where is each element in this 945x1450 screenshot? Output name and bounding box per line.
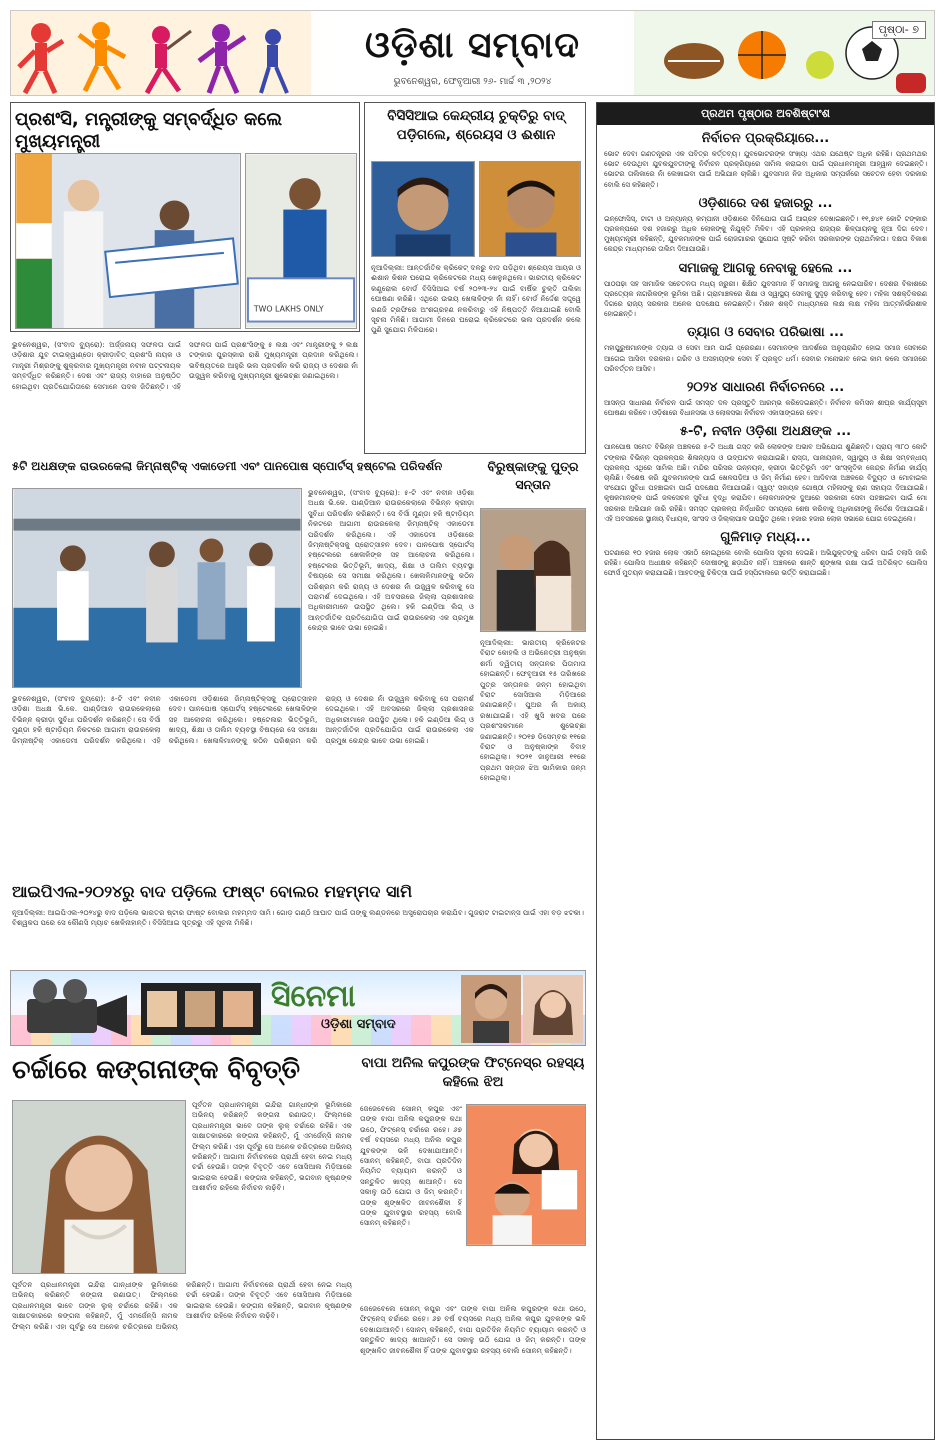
photo-virat-anushka — [480, 508, 586, 632]
story-virushka-son — [480, 458, 586, 878]
headline: ବିରୁଷ୍କାଙ୍କୁ ପୁତ୍ର ସନ୍ତାନ — [487, 459, 579, 492]
story6-body-side: ପୂର୍ବତନ ପ୍ରଧାନମନ୍ତ୍ରୀ ଇନ୍ଦିରା ଗାନ୍ଧୀଙ୍କ ଭୂମିକାରେ ଅଭିନୟ କରିଛନ୍ତି କଙ୍ଗନା ରଣାଉତ୍। ଫିଲ୍ମରେ ପ୍ରଧାନମନ୍ତ୍ରୀ ଭାବେ ତାଙ୍କ ଲୁକ୍ ଚର୍ଚ୍ଚାରେ ରହିଛି। ଏକ ସାକ୍ଷାତକାରରେ କଙ୍ଗନା କହିଛନ୍ତି, ମୁଁ ଏମର୍ଜେନ୍ସି ନାମକ ଫିଲ୍ମ କରିଛି। ଏହା ପୂର୍ବରୁ ସେ ଅନେକ ଚରିତ୍ରରେ ଅଭିନୟ କରିଛନ୍ତି। ଆଗାମୀ ନିର୍ବାଚନରେ ପ୍ରାର୍ଥୀ ହେବା ନେଇ ମଧ୍ୟ ଚର୍ଚ୍ଚା ହେଉଛି। ତାଙ୍କ ବିବୃତ୍ତି ଏବେ ସୋସିଆଲ ମିଡ଼ିଆରେ ଭାଇରାଲ ହେଉଛି। କଙ୍ଗନା କହିଛନ୍ତି, ଭଗବାନ କୃଷ୍ଣଙ୍କ ଆଶୀର୍ବାଦ ରହିଲେ ନିର୍ବାଚନ ଲଢ଼ିବି। — [192, 1100, 352, 1193]
cinema-banner — [10, 970, 586, 1046]
section-title: ଓଡ଼ିଶାରେ ଦଶ ହଜାରରୁ ... — [698, 195, 833, 211]
section-title: ନିର୍ବାଚନ ପ୍ରକ୍ରିୟାରେ... — [701, 131, 830, 146]
newspaper-title: ଓଡ଼ିଶା ସମ୍ବାଦ — [365, 25, 580, 66]
headline: ୫ଟି ଅଧକ୍ଷଙ୍କ ରାଉରକେଲା ଜିମ୍ନାଷ୍ଟିକ୍ ଏକାଡେମୀ ଏବଂ ପାନପୋଷ ସ୍ପୋର୍ଟସ୍ ହଷ୍ଟେଲ ପରିଦର୍ଶନ — [12, 459, 443, 473]
headline: ପ୍ରଶଂସି, ମନ୍ତ୍ରୀଙ୍କୁ ସମ୍ବର୍ଦ୍ଧିତ କଲେ ମୁଖ୍ୟମନ୍ତ୍ରୀ — [15, 109, 282, 152]
photo-kangana — [12, 1100, 186, 1274]
headline: ବାପା ଅନିଲ କପୁରଙ୍କ ଫିଟ୍‌ନେସ୍‌ର ରହସ୍ୟ କହିଲେ ଝିଅ — [361, 1055, 585, 1090]
story1-body: ଭୁବନେଶ୍ୱର, (ସଂବାଦ ବ୍ୟୁରୋ): ଅର୍ଜ୍ଜନାୟ ସଫଳତା ପାଇଁ ଓଡ଼ିଶାର ଯୁବ ଟାଇକ୍ୱାଣ୍ଡୋ କ୍ରୀଡ଼ାବିତ୍ ପ୍ରଶଂସି ନାୟକ ଓ ମାନ୍ତ୍ରୀ ମିଶ୍ରଙ୍କୁ ଶୁକ୍ରବାର ମୁଖ୍ୟମନ୍ତ୍ରୀ ନବୀନ ପଟ୍ଟନାୟକ ସମ୍ବର୍ଦ୍ଧିତ କରିଛନ୍ତି। ଦେଶ ଏବଂ ରାଜ୍ୟ ବାହାରେ ଅନୁଷ୍ଠିତ ହୋଇଥିବା ପ୍ରତିଯୋଗିତାରେ ସେମାନେ ପଦକ ଜିତିଛନ୍ତି। ଏହି ସଫଳତା ପାଇଁ ପ୍ରଶଂସିଙ୍କୁ ୫ ଲକ୍ଷ ଏବଂ ମାନ୍ତ୍ରୀଙ୍କୁ ୨ ଲକ୍ଷ ଟଙ୍କାର ପୁରସ୍କାର ରାଶି ମୁଖ୍ୟମନ୍ତ୍ରୀ ପ୍ରଦାନ କରିଥିଲେ। ଭବିଷ୍ୟତରେ ଆହୁରି ଭଲ ପ୍ରଦର୍ଶନ କରି ରାଜ୍ୟ ଓ ଦେଶର ନାଁ ଉଜ୍ଜ୍ୱଳ କରିବାକୁ ମୁଖ୍ୟମନ୍ତ୍ରୀ ଶୁଭେଚ୍ଛା ଜଣାଇଥିଲେ। — [12, 340, 358, 391]
section-body: ଭୋଟ ଦେବା ଗଣତନ୍ତ୍ରର ଏକ ପବିତ୍ର କର୍ତ୍ତବ୍ୟ। ଯୁବଭୋଟରଙ୍କ ସଂଖ୍ୟା ଏଥର ଯଥେଷ୍ଟ ଅଧିକ ରହିଛି। ପ୍ରଥମଥର ଭୋଟ ଦେଉଥିବା ଯୁବକଯୁବତୀଙ୍କୁ ନିର୍ବାଚନ ପ୍ରକ୍ରିୟାରେ ସାମିଲ କରାଇବା ପାଇଁ ପ୍ରଧାନମନ୍ତ୍ରୀ ଆହ୍ୱାନ ଦେଇଛନ୍ତି। ଭୋଟର ତାଲିକାରେ ନାଁ ଲେଖାଇବା ପାଇଁ ଅଭିଯାନ ଚାଲିଛି। ଯୁବସମାଜ ନିଜ ଅଧିକାର ସମ୍ପର୍କରେ ସଚେତନ ହେବା ଦରକାର ବୋଲି ସେ କହିଛନ୍ତି। — [604, 150, 927, 189]
actress-portrait — [523, 975, 583, 1043]
story4-body: ନୂଆଦିଲ୍ଲୀ: ଭାରତୀୟ କ୍ରିକେଟର ବିରାଟ କୋହଲି ଓ ଅଭିନେତ୍ରୀ ଅନୁଷ୍କା ଶର୍ମା ଦ୍ୱିତୀୟ ସନ୍ତାନର ପିତାମାତା ହୋଇଛନ୍ତି। ଫେବୃଆରୀ ୧୫ ତାରିଖରେ ପୁତ୍ର ସନ୍ତାନର ଜନ୍ମ ହୋଇଥିବା ବିରାଟ ସୋସିଆଲ ମିଡ଼ିଆରେ ଜଣାଇଛନ୍ତି। ପୁଅର ନାଁ ଅକାୟ ରଖାଯାଇଛି। ଏହି ଖୁସି ଖବର ପରେ ପ୍ରଶଂସକମାନେ ଶୁଭେଚ୍ଛା ଜଣାଇଛନ୍ତି। ୨୦୧୭ ଡିସେମ୍ବର ୧୧ରେ ବିରାଟ ଓ ଅନୁଷ୍କାଙ୍କ ବିବାହ ହୋଇଥିଲା। ୨୦୨୧ ଜାନୁଆରୀ ୧୧ରେ ପ୍ରଥମ ସନ୍ତାନ ଝିଅ ଭାମିକାର ଜନ୍ମ ହୋଇଥିଲା। — [480, 638, 586, 783]
photo-academy-visit — [12, 488, 302, 688]
photo-athlete — [245, 153, 357, 329]
section-body: ଇନ୍ଫୋସିସ୍, ଟାଟା ଓ ଅନ୍ୟାନ୍ୟ କମ୍ପାନୀ ଓଡ଼ିଶାରେ ବିନିଯୋଗ ପାଇଁ ଆଗ୍ରହ ଦେଖାଇଛନ୍ତି। ୧୧,୭୪୧ କୋଟି ଟଙ୍କାର ପ୍ରକଳ୍ପରେ ଦଶ ହଜାରରୁ ଅଧିକ ଲୋକଙ୍କୁ ନିଯୁକ୍ତି ମିଳିବ। ଏହି ପ୍ରକଳ୍ପ ରାଜ୍ୟର ଶିଳ୍ପାୟନକୁ ନୂଆ ଦିଗ ଦେବ। ମୁଖ୍ୟମନ୍ତ୍ରୀ କହିଛନ୍ତି, ଯୁବକମାନଙ୍କ ପାଇଁ ରୋଜଗାରର ସୁଯୋଗ ସୃଷ୍ଟି କରିବା ସରକାରଙ୍କ ପ୍ରାଥମିକତା। ଦକ୍ଷତା ବିକାଶ କେନ୍ଦ୍ର ମାଧ୍ୟମରେ ତାଲିମ ଦିଆଯାଉଛି। — [604, 214, 927, 254]
photo-sonam-anil — [466, 1104, 586, 1246]
story7-body-side: ଜେଜେବେଲେ ସୋନମ୍ କପୁର ଏବଂ ତାଙ୍କ ବାପା ଅନିଲ କପୁରଙ୍କ କଥା ଉଠେ, ଫିଟ୍‌ନେସ୍ ଚର୍ଚ୍ଚାରେ ରହେ। ୬୭ ବର୍ଷ ବୟସରେ ମଧ୍ୟ ଅନିଲ କପୁର ଯୁବକଙ୍କ ଭଳି ଦେଖାଯାଆନ୍ତି। ସୋନମ୍ କହିଛନ୍ତି, ବାପା ପ୍ରତିଦିନ ନିୟମିତ ବ୍ୟାୟାମ କରନ୍ତି ଓ ସନ୍ତୁଳିତ ଖାଦ୍ୟ ଖାଆନ୍ତି। ସେ ସକାଳୁ ଉଠି ଯୋଗ ଓ ଜିମ୍ କରନ୍ତି। ତାଙ୍କ ଶୃଙ୍ଖଳିତ ଜୀବନଶୈଳୀ ହିଁ ତାଙ୍କ ଯୁବାବସ୍ଥାର ରହସ୍ୟ ବୋଲି ସୋନମ୍ କହିଛନ୍ତି। — [360, 1104, 462, 1228]
story-anil-kapoor-fitness — [360, 1052, 586, 1440]
edition-date: ଭୁବନେଶ୍ୱର, ଫେବୃଆରୀ ୨୬- ମାର୍ଚ୍ଚ ୩ ,୨୦୨୪ — [393, 77, 552, 87]
story-raurkela-visit — [10, 458, 476, 878]
headline: ଚର୍ଚ୍ଚାରେ କଙ୍ଗନାଙ୍କ ବିବୃତ୍ତି — [12, 1055, 301, 1085]
section-title: ୫-ଟି, ନବୀନ ଓଡ଼ିଶା ଅଧକ୍ଷଙ୍କ ... — [679, 424, 852, 440]
headline: ଆଇପିଏଲ-୨୦୨୪ରୁ ବାଦ ପଡ଼ିଲେ ଫାଷ୍ଟ ବୋଲର ମହମ୍ମଦ ସାମି — [12, 882, 413, 901]
film-camera-icon — [17, 977, 137, 1041]
section-body: ପାଠପଢ଼ା ସହ ସାମାଜିକ ସଚେତନତା ମଧ୍ୟ ଜରୁରୀ। ଶିକ୍ଷିତ ଯୁବସମାଜ ହିଁ ସମାଜକୁ ଆଗକୁ ନେଇପାରିବ। ଦେଶର ବିକାଶରେ ପ୍ରତ୍ୟେକ ନାଗରିକଙ୍କ ଭୂମିକା ଅଛି। ଗ୍ରାମାଞ୍ଚଳରେ ଶିକ୍ଷା ଓ ସ୍ୱାସ୍ଥ୍ୟ ସେବାକୁ ସୁଦୃଢ଼ କରିବାକୁ ହେବ। ମହିଳା ସଶକ୍ତିକରଣ ଦିଗରେ ରାଜ୍ୟ ସରକାର ଅନେକ ପଦକ୍ଷେପ ନେଇଛନ୍ତି। ମିଶନ ଶକ୍ତି ମାଧ୍ୟମରେ ଲକ୍ଷ ଲକ୍ଷ ମହିଳା ଆତ୍ମନିର୍ଭରଶୀଳ ହୋଇଛନ୍ତି। — [604, 279, 927, 319]
masthead — [10, 10, 935, 96]
front-page-continuation — [596, 102, 935, 1440]
section-body: ଆସନ୍ତା ସାଧାରଣ ନିର୍ବାଚନ ପାଇଁ ସମସ୍ତ ଦଳ ପ୍ରସ୍ତୁତି ଆରମ୍ଭ କରିଦେଇଛନ୍ତି। ନିର୍ବାଚନ କମିସନ ଶୀଘ୍ର କାର୍ଯ୍ୟସୂଚୀ ଘୋଷଣା କରିବେ। ଓଡ଼ିଶାରେ ବିଧାନସଭା ଓ ଲୋକସଭା ନିର୍ବାଚନ ଏକାସାଙ୍ଗରେ ହେବ। — [604, 399, 927, 418]
section-title: ଗୁଳିମାଡ଼ ମଧ୍ୟ... — [720, 530, 811, 546]
section-title: ସମାଜକୁ ଆଗକୁ ନେବାକୁ ହେଲେ ... — [678, 260, 853, 276]
section-title: ତ୍ୟାଗ ଓ ସେବାର ପରିଭାଷା ... — [687, 325, 844, 341]
page-number: ପୃଷ୍ଠା- ୭ — [872, 21, 926, 39]
cinema-title: ସିନେମା — [271, 979, 356, 1014]
section-title: ୨୦୨୪ ସାଧାରଣ ନିର୍ବାଚନରେ ... — [686, 380, 845, 396]
story6-body: ପୂର୍ବତନ ପ୍ରଧାନମନ୍ତ୍ରୀ ଇନ୍ଦିରା ଗାନ୍ଧୀଙ୍କ ଭୂମିକାରେ ଅଭିନୟ କରିଛନ୍ତି କଙ୍ଗନା ରଣାଉତ୍। ଫିଲ୍ମରେ ପ୍ରଧାନମନ୍ତ୍ରୀ ଭାବେ ତାଙ୍କ ଲୁକ୍ ଚର୍ଚ୍ଚାରେ ରହିଛି। ଏକ ସାକ୍ଷାତକାରରେ କଙ୍ଗନା କହିଛନ୍ତି, ମୁଁ ଏମର୍ଜେନ୍ସି ନାମକ ଫିଲ୍ମ କରିଛି। ଏହା ପୂର୍ବରୁ ସେ ଅନେକ ଚରିତ୍ରରେ ଅଭିନୟ କରିଛନ୍ତି। ଆଗାମୀ ନିର୍ବାଚନରେ ପ୍ରାର୍ଥୀ ହେବା ନେଇ ମଧ୍ୟ ଚର୍ଚ୍ଚା ହେଉଛି। ତାଙ୍କ ବିବୃତ୍ତି ଏବେ ସୋସିଆଲ ମିଡ଼ିଆରେ ଭାଇରାଲ ହେଉଛି। କଙ୍ଗନା କହିଛନ୍ତି, ଭଗବାନ କୃଷ୍ଣଙ୍କ ଆଶୀର୍ବାଦ ରହିଲେ ନିର୍ବାଚନ ଲଢ଼ିବି। — [12, 1280, 352, 1331]
cheque-amount-text: TWO LAKHS ONLY — [253, 304, 324, 314]
section-body: ମହାପୁରୁଷମାନଙ୍କ ତ୍ୟାଗ ଓ ସେବା ଆମ ପାଇଁ ପ୍ରେରଣା। ସେମାନଙ୍କ ଆଦର୍ଶରେ ଅନୁପ୍ରାଣିତ ହୋଇ ସମାଜ ସେବାରେ ଆଗେଇ ଆସିବା ଦରକାର। ଗରିବ ଓ ଅସହାୟଙ୍କ ସେବା ହିଁ ପ୍ରକୃତ ଧର୍ମ। ସେବାର ମନୋଭାବ ନେଇ କାମ କଲେ ସମାଜରେ ପରିବର୍ତ୍ତନ ଆସିବ। — [604, 344, 927, 373]
actor-portrait — [461, 975, 521, 1043]
section-body: ଘଟଣାରେ ୧୦ ହଜାର ଲୋକ ଏକାଠି ହୋଇଥିଲେ ବୋଲି ପୋଲିସ ସୂଚନା ଦେଇଛି। ଅଭିଯୁକ୍ତଙ୍କୁ ଧରିବା ପାଇଁ ତଲାସି ଜାରି ରହିଛି। ପୋଲିସ ଅଧୀକ୍ଷକ କହିଛନ୍ତି ଦୋଷୀଙ୍କୁ ଛଡ଼ାଯିବ ନାହିଁ। ଅଞ୍ଚଳରେ ଶାନ୍ତି ଶୃଙ୍ଖଳା ରକ୍ଷା ପାଇଁ ଅତିରିକ୍ତ ପୋଲିସ ଫୋର୍ସ ମୁତୟନ କରାଯାଇଛି। ଆହତଙ୍କୁ ଚିକିତ୍ସା ପାଇଁ ହସ୍ପିଟାଲରେ ଭର୍ତ୍ତି କରାଯାଇଛି। — [604, 549, 927, 578]
story-cm-felicitation — [10, 102, 360, 332]
story3-body: ଭୁବନେଶ୍ୱର, (ସଂବାଦ ବ୍ୟୁରୋ): ୫-ଟି ଏବଂ ନବୀନ ଓଡ଼ିଶା ଅଧକ୍ଷ ଭି.କେ. ପାଣ୍ଡିଆନ ରାଉରକେଲାରେ ବିଭିନ୍ନ କ୍ରୀଡ଼ା ସୁବିଧା ପରିଦର୍ଶନ କରିଛନ୍ତି। ସେ ବିର୍ସା ମୁଣ୍ଡା ହକି ଷ୍ଟାଡ଼ିୟମ ନିକଟରେ ଆଗାମୀ ରାଉରକେଲା ଜିମ୍ନାଷ୍ଟିକ୍ ଏକାଡେମୀ ପରିଦର୍ଶନ କରିଥିଲେ। ଏହି ଏକାଡେମୀ ଓଡ଼ିଶାରେ ଜିମ୍ନାଷ୍ଟିକ୍ସକୁ ପ୍ରୋତ୍ସାହନ ଦେବ। ପାନପୋଷ ସ୍ପୋର୍ଟସ୍ ହଷ୍ଟେଲରେ ଖେଳାଳିଙ୍କ ସହ ଆଲୋଚନା କରିଥିଲେ। ହଷ୍ଟେଲର ଭିତ୍ତିଭୂମି, ଖାଦ୍ୟ, ଶିକ୍ଷା ଓ ତାଲିମ ବ୍ୟବସ୍ଥା ବିଷୟରେ ସେ ସମୀକ୍ଷା କରିଥିଲେ। ଖେଳାଳିମାନଙ୍କୁ କଠିନ ପରିଶ୍ରମ କରି ରାଜ୍ୟ ଓ ଦେଶର ନାଁ ଉଜ୍ଜ୍ୱଳ କରିବାକୁ ସେ ପରାମର୍ଶ ଦେଇଥିଲେ। ଏହି ଅବସରରେ ଜିଲ୍ଲା ପ୍ରଶାସନର ଅଧିକାରୀମାନେ ଉପସ୍ଥିତ ଥିଲେ। ହକି ଇଣ୍ଡିଆ ଲିଗ୍ ଓ ଆନ୍ତର୍ଜାତିକ ପ୍ରତିଯୋଗିତା ପାଇଁ ରାଉରକେଲା ଏକ ପ୍ରମୁଖ କେନ୍ଦ୍ର ଭାବେ ଉଭା ହୋଇଛି। — [12, 694, 474, 745]
story7-body: ଜେଜେବେଲେ ସୋନମ୍ କପୁର ଏବଂ ତାଙ୍କ ବାପା ଅନିଲ କପୁରଙ୍କ କଥା ଉଠେ, ଫିଟ୍‌ନେସ୍ ଚର୍ଚ୍ଚାରେ ରହେ। ୬୭ ବର୍ଷ ବୟସରେ ମଧ୍ୟ ଅନିଲ କପୁର ଯୁବକଙ୍କ ଭଳି ଦେଖାଯାଆନ୍ତି। ସୋନମ୍ କହିଛନ୍ତି, ବାପା ପ୍ରତିଦିନ ନିୟମିତ ବ୍ୟାୟାମ କରନ୍ତି ଓ ସନ୍ତୁଳିତ ଖାଦ୍ୟ ଖାଆନ୍ତି। ସେ ସକାଳୁ ଉଠି ଯୋଗ ଓ ଜିମ୍ କରନ୍ତି। ତାଙ୍କ ଶୃଙ୍ଖଳିତ ଜୀବନଶୈଳୀ ହିଁ ତାଙ୍କ ଯୁବାବସ୍ଥାର ରହସ୍ୟ ବୋଲି ସୋନମ୍ କହିଛନ୍ତି। — [360, 1304, 586, 1355]
cinema-paper-name: ଓଡ଼ିଶା ସମ୍ବାଦ — [321, 1017, 396, 1032]
photo-shreyas-iyer — [371, 161, 475, 257]
photo-ishan-kishan — [479, 161, 581, 257]
headline: ବିସିସିଆଇ କେନ୍ଦ୍ରୀୟ ଚୁକ୍ତିରୁ ବାଦ୍ ପଡ଼ିଗଲେ, ଶ୍ରେୟସ ଓ ଈଶାନ — [387, 108, 565, 143]
story-kangana-statement — [10, 1052, 354, 1440]
story2-body: ନୂଆଦିଲ୍ଲୀ: ଆନ୍ତର୍ଜାତିକ କ୍ରିକେଟ୍ ଦଳରୁ ବାଦ ପଡ଼ିଥିବା ଶ୍ରେୟସ ଆୟର ଓ ଈଶାନ କିଶନ ଘରୋଇ କ୍ରିକେଟରେ ମଧ୍ୟ ଖେଳୁନଥିଲେ। ଭାରତୀୟ କ୍ରିକେଟ କଣ୍ଟ୍ରୋଲ ବୋର୍ଡ ବିସିସିଆଇ ବର୍ଷ ୨୦୨୩-୨୪ ପାଇଁ ବାର୍ଷିକ ଚୁକ୍ତି ତାଲିକା ଘୋଷଣା କରିଛି। ଏଥିରେ ଉଭୟ ଖେଳାଳିଙ୍କ ନାଁ ନାହିଁ। ବୋର୍ଡ ନିର୍ଦ୍ଦେଶ ସତ୍ତ୍ୱେ ରଣଜି ଟ୍ରଫିରେ ଅଂଶଗ୍ରହଣ ନକରିବାରୁ ଏହି ନିଷ୍ପତ୍ତି ନିଆଯାଇଛି ବୋଲି ସୂଚନା ମିଳିଛି। ଆଗାମୀ ଦିନରେ ଘରୋଇ କ୍ରିକେଟରେ ଭଲ ପ୍ରଦର୍ଶନ କଲେ ପୁଣି ସୁଯୋଗ ମିଳିପାରେ। — [371, 263, 581, 335]
photo-cm-cheque — [15, 153, 241, 329]
story-bcci-contract — [364, 102, 586, 454]
story3-body-side: ଭୁବନେଶ୍ୱର, (ସଂବାଦ ବ୍ୟୁରୋ): ୫-ଟି ଏବଂ ନବୀନ ଓଡ଼ିଶା ଅଧକ୍ଷ ଭି.କେ. ପାଣ୍ଡିଆନ ରାଉରକେଲାରେ ବିଭିନ୍ନ କ୍ରୀଡ଼ା ସୁବିଧା ପରିଦର୍ଶନ କରିଛନ୍ତି। ସେ ବିର୍ସା ମୁଣ୍ଡା ହକି ଷ୍ଟାଡ଼ିୟମ ନିକଟରେ ଆଗାମୀ ରାଉରକେଲା ଜିମ୍ନାଷ୍ଟିକ୍ ଏକାଡେମୀ ପରିଦର୍ଶନ କରିଥିଲେ। ଏହି ଏକାଡେମୀ ଓଡ଼ିଶାରେ ଜିମ୍ନାଷ୍ଟିକ୍ସକୁ ପ୍ରୋତ୍ସାହନ ଦେବ। ପାନପୋଷ ସ୍ପୋର୍ଟସ୍ ହଷ୍ଟେଲରେ ଖେଳାଳିଙ୍କ ସହ ଆଲୋଚନା କରିଥିଲେ। ହଷ୍ଟେଲର ଭିତ୍ତିଭୂମି, ଖାଦ୍ୟ, ଶିକ୍ଷା ଓ ତାଲିମ ବ୍ୟବସ୍ଥା ବିଷୟରେ ସେ ସମୀକ୍ଷା କରିଥିଲେ। ଖେଳାଳିମାନଙ୍କୁ କଠିନ ପରିଶ୍ରମ କରି ରାଜ୍ୟ ଓ ଦେଶର ନାଁ ଉଜ୍ଜ୍ୱଳ କରିବାକୁ ସେ ପରାମର୍ଶ ଦେଇଥିଲେ। ଏହି ଅବସରରେ ଜିଲ୍ଲା ପ୍ରଶାସନର ଅଧିକାରୀମାନେ ଉପସ୍ଥିତ ଥିଲେ। ହକି ଇଣ୍ଡିଆ ଲିଗ୍ ଓ ଆନ୍ତର୍ଜାତିକ ପ୍ରତିଯୋଗିତା ପାଇଁ ରାଉରକେଲା ଏକ ପ୍ରମୁଖ କେନ୍ଦ୍ର ଭାବେ ଉଭା ହୋଇଛି। — [308, 488, 474, 633]
section-body: ପାନପୋଷ ସମେତ ବିଭିନ୍ନ ଅଞ୍ଚଳରେ ୫-ଟି ଅଧକ୍ଷ ଗସ୍ତ କରି ଲୋକଙ୍କ ଅଭାବ ଅଭିଯୋଗ ଶୁଣିଛନ୍ତି। ପ୍ରାୟ ୩୮୦ କୋଟି ଟଙ୍କାର ବିଭିନ୍ନ ପ୍ରକଳ୍ପର ଶିଳାନ୍ୟାସ ଓ ଉଦ୍‌ଘାଟନ କରାଯାଇଛି। ରାସ୍ତା, ପାନୀୟଜଳ, ସ୍ୱାସ୍ଥ୍ୟ ଓ ଶିକ୍ଷା ସମ୍ବନ୍ଧୀୟ ପ୍ରକଳ୍ପ ଏଥିରେ ସାମିଲ ଅଛି। ମନ୍ଦିର ପରିସର ଉନ୍ନୟନ, କ୍ରୀଡ଼ା ଭିତ୍ତିଭୂମି ଏବଂ ସାଂସ୍କୃତିକ କେନ୍ଦ୍ର ନିର୍ମାଣ କାର୍ଯ୍ୟ ଚାଲିଛି। ବିଶେଷ କରି ଯୁବକମାନଙ୍କ ପାଇଁ ଖେଳପଡ଼ିଆ ଓ ଜିମ୍ ନିର୍ମାଣ ହେବ। ଆଦିବାସୀ ଅଞ୍ଚଳରେ ବିଦ୍ୟୁତ ଓ ମୋବାଇଲ ସଂଯୋଗ ସୁବିଧା ପହଞ୍ଚାଇବା ପାଇଁ ପଦକ୍ଷେପ ନିଆଯାଉଛି। ସ୍ୱୟଂ ସହାୟକ ଗୋଷ୍ଠୀ ମହିଳାଙ୍କୁ ଋଣ ସହାୟତା ଦିଆଯାଇଛି। କୃଷକମାନଙ୍କ ପାଇଁ ଜଳସେଚନ ସୁବିଧା ବୃଦ୍ଧି କରାଯିବ। ଲୋକମାନଙ୍କ ଦୁଆରେ ସରକାରୀ ସେବା ପହଞ୍ଚାଇବା ପାଇଁ ମୋ ସରକାର ଅଭିଯାନ ଜାରି ରହିଛି। ସମସ୍ତ ପ୍ରକଳ୍ପ ନିର୍ଦ୍ଧାରିତ ସମୟରେ ଶେଷ କରିବାକୁ ଅଧିକାରୀଙ୍କୁ ନିର୍ଦ୍ଦେଶ ଦିଆଯାଇଛି। ଏହି ଅବସରରେ ସ୍ଥାନୀୟ ବିଧାୟକ, ସାଂସଦ ଓ ଜିଲ୍ଲାପାଳ ଉପସ୍ଥିତ ଥିଲେ। ହଜାର ହଜାର ଲୋକ ସଭାରେ ଯୋଗ ଦେଇଥିଲେ। — [604, 443, 927, 523]
continuation-header: ପ୍ରଥମ ପୃଷ୍ଠାର ଅବଶିଷ୍ଟାଂଶ — [597, 103, 934, 125]
story5-body: ନୂଆଦିଲ୍ଲୀ: ଆଇପିଏଲ-୨୦୨୪ରୁ ବାଦ ପଡ଼ିଲେ ଭାରତର ଷ୍ଟାର ଫାଷ୍ଟ ବୋଲର ମହମ୍ମଦ ସାମି। ଗୋଡ଼ ଗଣ୍ଠି ଆଘାତ ପାଇଁ ତାଙ୍କୁ ଲଣ୍ଡନରେ ଅସ୍ତ୍ରୋପଚାର କରାଯିବ। ଗୁଜରାଟ ଟାଇଟାନ୍ସ ପାଇଁ ଏହା ବଡ଼ ଝଟକା। ବିଶ୍ୱକପ ପରେ ସେ କୌଣସି ମ୍ୟାଚ ଖେଳିନାହାନ୍ତି। ବିସିସିଆଇ ସୂତ୍ରରୁ ଏହି ସୂଚନା ମିଳିଛି। — [12, 908, 584, 928]
film-strip-icon — [141, 975, 261, 1043]
story-shami-ipl — [10, 882, 586, 966]
